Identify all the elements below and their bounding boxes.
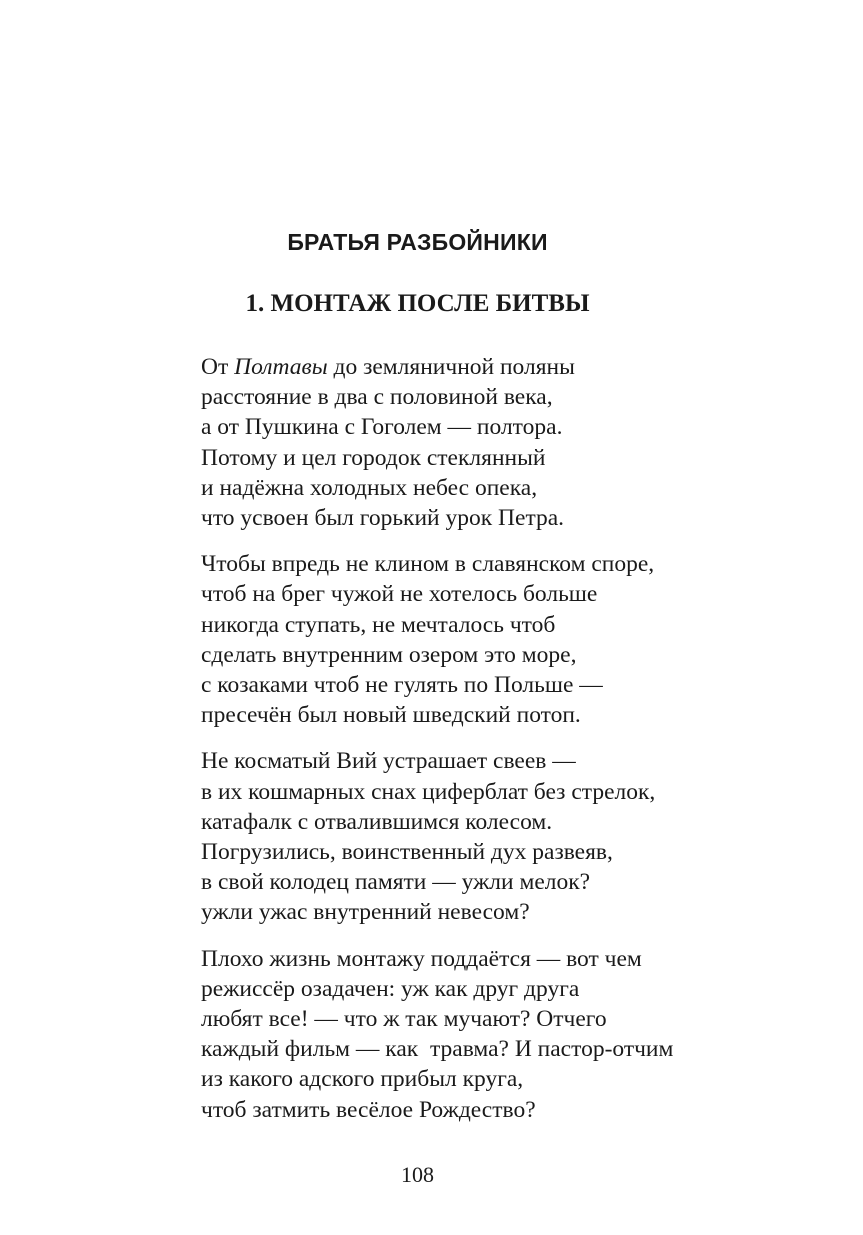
stanza-4-line-1: Плохо жизнь монтажу поддаётся — вот чем [201,945,642,972]
stanza-1-line-6: что усвоен был горький урок Петра. [201,505,565,532]
stanza-4-line-3: любят все! — что ж так мучают? Отчего [201,1006,607,1033]
line-text: От [201,354,235,380]
stanza-2-line-1: Чтобы впредь не клином в славянском споре, [201,551,655,578]
poem-body [201,352,761,1141]
stanza-4-line-6: чтоб затмить весёлое Рождество? [201,1096,536,1123]
stanza-2-line-5: с козаками чтоб не гулять по Польше — [201,672,603,699]
stanza-1-line-1 [201,352,761,382]
poem-title: БРАТЬЯ РАЗБОЙНИКИ [287,229,548,255]
stanza-4-line-2: режиссёр озадачен: уж как друг друга [201,975,580,1002]
stanza-2-line-3: никогда ступать, не мечталось чтоб [201,611,556,638]
stanza-2-line-6: пресечён был новый шведский потоп. [201,702,581,729]
poem-subtitle: 1. МОНТАЖ ПОСЛЕ БИТВЫ [245,290,590,317]
stanza-3-line-3: катафалк с отвалившимся колесом. [201,808,553,835]
page-number: 108 [401,1162,434,1187]
stanza-3-line-4: Погрузились, воинственный дух развеяв, [201,839,613,866]
stanza-3 [201,746,761,927]
stanza-4 [201,944,761,1125]
stanza-1-line-5: и надёжна холодных небес опека, [201,474,538,501]
stanza-3-line-2: в их кошмарных снах циферблат без стрелок, [201,778,656,805]
stanza-3-line-1: Не косматый Вий устрашает свеев — [201,748,576,775]
italic-word: Полтавы [234,354,328,380]
stanza-2-line-2: чтоб на брег чужой не хотелось больше [201,581,598,608]
stanza-1-line-3: а от Пушкина с Гоголем — полтора. [201,414,563,441]
stanza-1 [201,352,761,533]
stanza-2 [201,549,761,730]
stanza-2-line-4: сделать внутренним озером это море, [201,641,577,668]
line-text: до земляничной поляны [327,354,575,380]
stanza-4-line-4: каждый фильм — как травма? И пастор-отчим [201,1036,674,1063]
stanza-1-line-4: Потому и цел городок стеклянный [201,444,546,471]
stanza-3-line-6: ужли ужас внутренний невесом? [201,899,530,926]
stanza-4-line-5: из какого адского прибыл круга, [201,1066,524,1093]
stanza-1-line-2: расстояние в два с половиной века, [201,384,553,411]
stanza-3-line-5: в свой колодец памяти — ужли мелок? [201,869,591,896]
